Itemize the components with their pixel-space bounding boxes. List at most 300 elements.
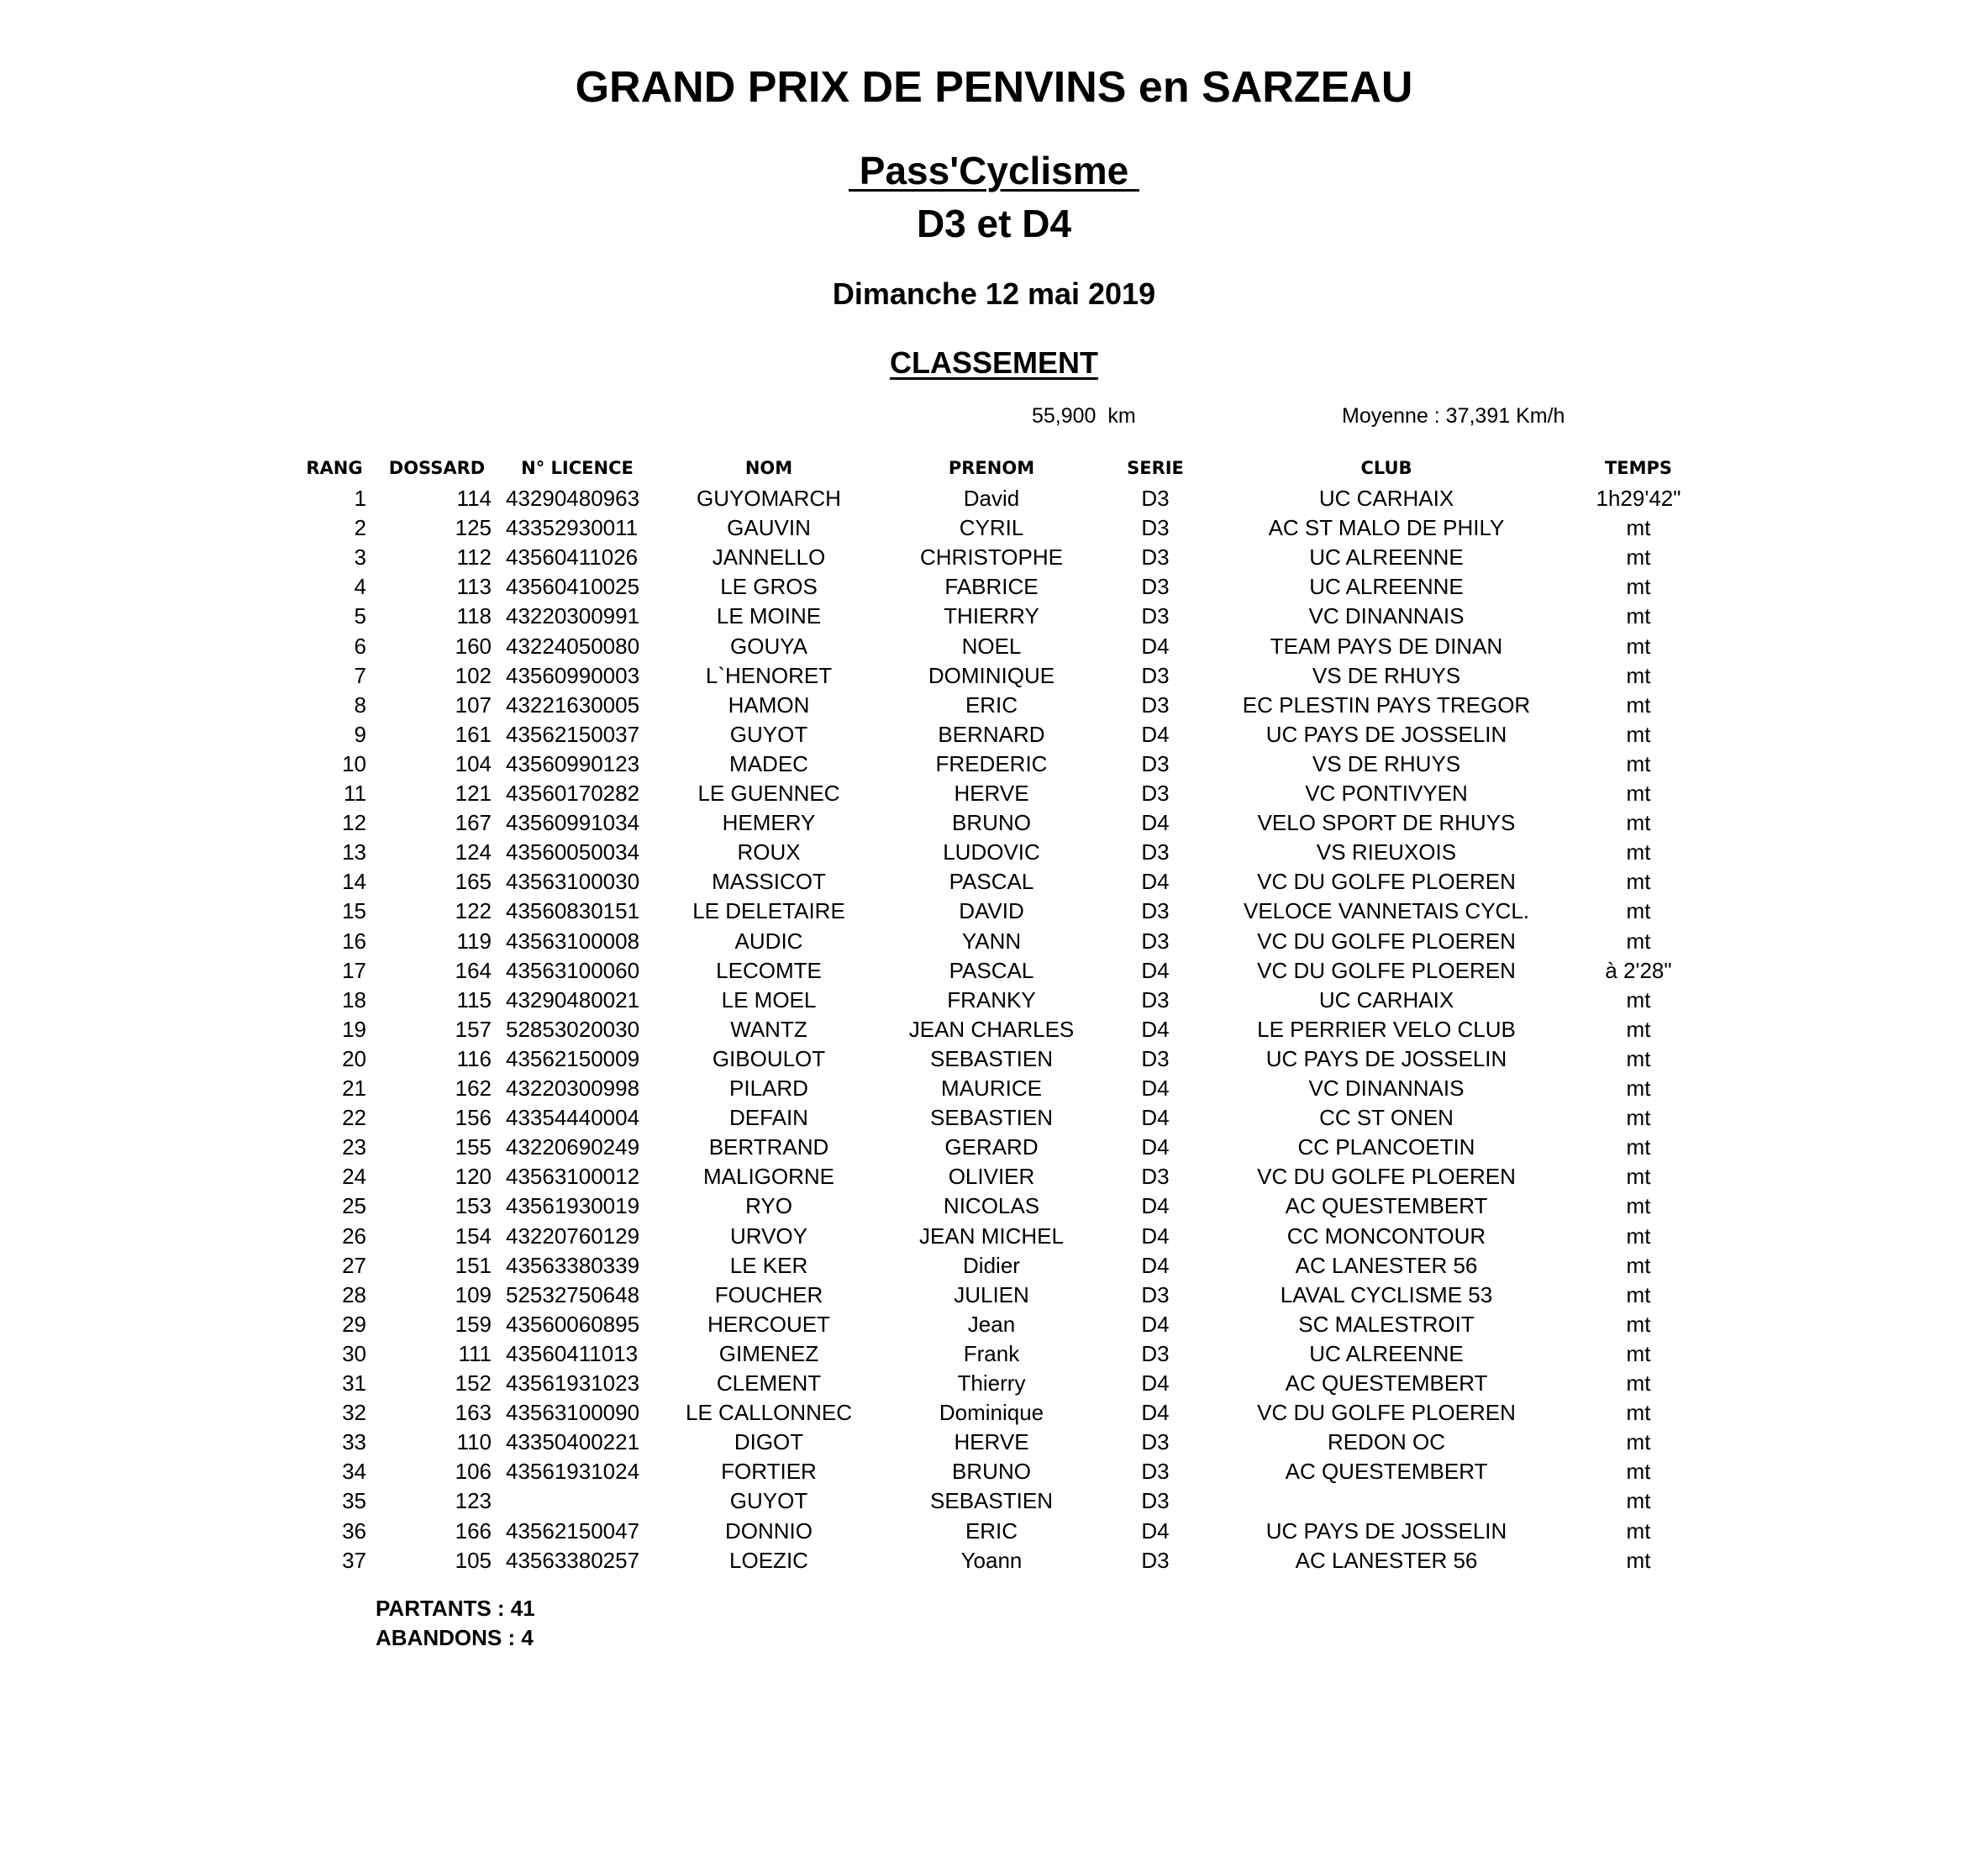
cell-rang: 27 — [342, 1252, 366, 1278]
cell-temps: mt — [1626, 750, 1651, 776]
cell-rang: 23 — [342, 1134, 366, 1160]
cell-prenom: BERNARD — [938, 721, 1045, 747]
cell-serie: D3 — [1141, 781, 1170, 806]
cell-temps: mt — [1626, 1281, 1651, 1307]
cell-licence: 43561931023 — [506, 1370, 640, 1396]
cell-licence: 43220300998 — [506, 1076, 640, 1101]
table-row — [0, 808, 1988, 838]
cell-rang: 29 — [342, 1311, 366, 1337]
cell-dossard: 107 — [455, 692, 492, 718]
cell-licence: 43560411026 — [506, 544, 639, 571]
cell-licence: 43350400221 — [506, 1429, 640, 1455]
table-row — [0, 1191, 1988, 1221]
table-row — [0, 1103, 1988, 1133]
cell-temps: mt — [1626, 1400, 1651, 1426]
cell-dossard: 163 — [455, 1400, 492, 1426]
cell-temps: mt — [1626, 1193, 1651, 1219]
cell-prenom: Thierry — [957, 1370, 1026, 1396]
cell-rang: 9 — [354, 721, 366, 747]
cell-temps: mt — [1626, 1517, 1651, 1544]
cell-rang: 20 — [342, 1045, 366, 1071]
cell-nom: GUYOMARCH — [697, 486, 841, 511]
cell-prenom: FREDERIC — [935, 750, 1048, 776]
cell-dossard: 160 — [455, 633, 492, 659]
cell-serie: D3 — [1141, 515, 1170, 541]
cell-licence: 43560411013 — [506, 1340, 639, 1366]
cell-serie: D4 — [1141, 1311, 1170, 1337]
cell-rang: 13 — [342, 839, 366, 865]
cell-serie: D3 — [1141, 1340, 1170, 1366]
cell-temps: mt — [1626, 1164, 1651, 1190]
cell-nom: LOEZIC — [729, 1547, 808, 1573]
table-row — [0, 691, 1988, 720]
cell-dossard: 153 — [455, 1193, 492, 1219]
cell-club: UC ALREENNE — [1309, 1340, 1464, 1366]
cell-dossard: 102 — [455, 662, 492, 688]
cell-licence: 43563380257 — [506, 1547, 640, 1573]
table-row — [0, 1074, 1988, 1103]
cell-nom: FORTIER — [721, 1459, 817, 1485]
cell-club: LAVAL CYCLISME 53 — [1280, 1281, 1493, 1307]
cell-licence: 43560991034 — [506, 810, 640, 836]
table-row — [0, 1251, 1988, 1281]
cell-club: UC CARHAIX — [1318, 986, 1454, 1013]
cell-temps: mt — [1626, 928, 1651, 954]
cell-licence: 43563100090 — [506, 1400, 640, 1426]
cell-licence: 43562150047 — [506, 1517, 640, 1544]
cell-nom: LE MOEL — [721, 986, 817, 1013]
table-row — [0, 1369, 1988, 1398]
cell-nom: RYO — [745, 1193, 792, 1219]
cell-nom: GIMENEZ — [718, 1340, 819, 1366]
cell-licence: 43562150009 — [506, 1045, 640, 1071]
cell-licence: 43560410025 — [506, 574, 640, 600]
cell-club: UC ALREENNE — [1309, 574, 1464, 600]
cell-prenom: BRUNO — [952, 810, 1031, 836]
cell-prenom: CYRIL — [959, 515, 1024, 541]
cell-club: VS DE RHUYS — [1312, 662, 1461, 688]
cell-nom: LE GUENNEC — [697, 781, 840, 806]
cell-licence: 43563100030 — [506, 869, 640, 895]
table-row — [0, 513, 1988, 543]
cell-prenom: Dominique — [939, 1400, 1044, 1426]
cell-serie: D3 — [1141, 839, 1170, 865]
cell-club: VC DU GOLFE PLOEREN — [1257, 869, 1516, 895]
cell-prenom: YANN — [961, 928, 1022, 954]
table-row — [0, 1310, 1988, 1339]
cell-licence: 43560830151 — [506, 898, 640, 924]
cell-prenom: DAVID — [959, 898, 1024, 924]
cell-dossard: 116 — [456, 1045, 492, 1071]
cell-temps: mt — [1626, 574, 1651, 600]
table-row — [0, 543, 1988, 572]
column-header-club: CLUB — [1360, 458, 1412, 478]
table-row — [0, 1133, 1988, 1162]
cell-prenom: NOEL — [961, 633, 1022, 659]
cell-dossard: 166 — [455, 1517, 492, 1544]
cell-nom: HEMERY — [722, 810, 816, 836]
cell-club: VELOCE VANNETAIS CYCL. — [1243, 898, 1530, 924]
cell-temps: mt — [1626, 544, 1651, 571]
cell-nom: LECOMTE — [716, 957, 822, 983]
abandons-count: ABANDONS : 4 — [376, 1625, 534, 1650]
cell-prenom: SEBASTIEN — [930, 1045, 1053, 1071]
table-row — [0, 779, 1988, 808]
cell-licence: 43560170282 — [506, 781, 640, 806]
cell-club: VC DU GOLFE PLOEREN — [1257, 1164, 1516, 1190]
cell-licence: 43563380339 — [506, 1252, 640, 1278]
cell-serie: D3 — [1141, 1164, 1170, 1190]
cell-serie: D3 — [1141, 574, 1170, 600]
cell-club: REDON OC — [1327, 1429, 1446, 1455]
cell-nom: HERCOUET — [707, 1311, 830, 1337]
cell-club: VC DU GOLFE PLOEREN — [1257, 1400, 1516, 1426]
cell-serie: D4 — [1141, 1252, 1170, 1278]
table-row — [0, 986, 1988, 1015]
cell-temps: mt — [1626, 721, 1651, 747]
cell-dossard: 155 — [455, 1134, 492, 1160]
cell-club: EC PLESTIN PAYS TREGOR — [1242, 692, 1531, 718]
cell-prenom: FRANKY — [947, 986, 1036, 1013]
cell-nom: GAUVIN — [727, 515, 811, 541]
cell-club: VS DE RHUYS — [1312, 750, 1461, 776]
cell-club: VC DINANNAIS — [1308, 603, 1465, 629]
cell-rang: 31 — [342, 1370, 366, 1396]
cell-temps: mt — [1626, 1311, 1651, 1337]
cell-nom: LE MOINE — [716, 603, 822, 629]
cell-rang: 3 — [354, 544, 366, 571]
cell-prenom: PASCAL — [949, 957, 1034, 983]
subtitle-text: Pass'Cyclisme — [849, 149, 1139, 192]
cell-dossard: 115 — [456, 986, 492, 1013]
cell-dossard: 120 — [455, 1164, 492, 1190]
cell-rang: 21 — [342, 1076, 366, 1101]
cell-prenom: JEAN CHARLES — [908, 1016, 1075, 1042]
cell-club: SC MALESTROIT — [1298, 1311, 1475, 1337]
cell-club: VC DU GOLFE PLOEREN — [1257, 957, 1516, 983]
cell-rang: 34 — [342, 1459, 366, 1485]
cell-licence: 52532750648 — [506, 1281, 640, 1307]
cell-dossard: 113 — [456, 574, 492, 600]
cell-prenom: Jean — [967, 1311, 1016, 1337]
table-row — [0, 1339, 1988, 1369]
cell-nom: LE GROS — [720, 574, 818, 600]
cell-licence: 43560990003 — [506, 662, 640, 688]
cell-nom: JANNELLO — [712, 544, 826, 571]
cell-club: LE PERRIER VELO CLUB — [1257, 1016, 1516, 1042]
cell-dossard: 161 — [455, 721, 492, 747]
cell-temps: mt — [1626, 898, 1651, 924]
cell-serie: D3 — [1141, 750, 1170, 776]
cell-nom: DIGOT — [734, 1429, 804, 1455]
table-row — [0, 867, 1988, 897]
cell-licence: 43561931024 — [506, 1459, 640, 1485]
cell-dossard: 152 — [455, 1370, 492, 1396]
cell-dossard: 164 — [455, 957, 492, 983]
cell-dossard: 162 — [455, 1076, 492, 1101]
cell-rang: 7 — [354, 662, 366, 688]
cell-dossard: 156 — [455, 1105, 492, 1131]
cell-licence: 43290480021 — [506, 986, 640, 1013]
cell-serie: D4 — [1141, 1105, 1170, 1131]
column-header-temps: TEMPS — [1604, 458, 1673, 478]
cell-dossard: 112 — [456, 544, 492, 571]
cell-prenom: Didier — [963, 1252, 1020, 1278]
cell-dossard: 106 — [455, 1459, 492, 1485]
table-row — [0, 1044, 1988, 1074]
cell-club: AC QUESTEMBERT — [1285, 1193, 1488, 1219]
cell-club: CC PLANCOETIN — [1297, 1134, 1475, 1160]
table-row — [0, 897, 1988, 926]
cell-nom: GIBOULOT — [712, 1045, 826, 1071]
cell-rang: 16 — [342, 928, 366, 954]
cell-serie: D4 — [1141, 1370, 1170, 1396]
race-distance: 55,900 km — [1032, 404, 1136, 428]
cell-dossard: 125 — [455, 515, 492, 541]
cell-licence: 43224050080 — [506, 633, 640, 659]
table-row — [0, 1162, 1988, 1191]
cell-prenom: THIERRY — [944, 603, 1039, 629]
cell-club: CC ST ONEN — [1319, 1105, 1454, 1131]
cell-dossard: 159 — [455, 1311, 492, 1337]
table-row — [0, 484, 1988, 513]
cell-serie: D4 — [1141, 1076, 1170, 1101]
cell-serie: D3 — [1141, 692, 1170, 718]
cell-rang: 10 — [342, 750, 366, 776]
cell-prenom: HERVE — [954, 781, 1029, 806]
cell-prenom: SEBASTIEN — [930, 1105, 1053, 1131]
cell-nom: GUYOT — [729, 1488, 808, 1514]
cell-rang: 32 — [342, 1400, 366, 1426]
cell-temps: mt — [1626, 810, 1651, 836]
cell-rang: 6 — [354, 633, 366, 659]
cell-serie: D3 — [1141, 486, 1170, 511]
cell-serie: D3 — [1141, 544, 1170, 571]
column-header-licence: N° LICENCE — [521, 458, 634, 478]
cell-rang: 2 — [354, 515, 366, 541]
cell-prenom: PASCAL — [949, 869, 1034, 895]
cell-licence: 43563100012 — [506, 1164, 640, 1190]
cell-rang: 5 — [354, 603, 366, 629]
cell-rang: 24 — [342, 1164, 366, 1190]
cell-rang: 18 — [342, 986, 366, 1013]
cell-serie: D4 — [1141, 1193, 1170, 1219]
cell-rang: 36 — [342, 1517, 366, 1544]
cell-rang: 22 — [342, 1105, 366, 1131]
cell-prenom: OLIVIER — [948, 1164, 1035, 1190]
cell-licence: 43290480963 — [506, 486, 640, 511]
cell-nom: GOUYA — [730, 633, 807, 659]
cell-club: UC ALREENNE — [1309, 544, 1464, 571]
cell-club: UC PAYS DE JOSSELIN — [1265, 1517, 1507, 1544]
cell-temps: mt — [1626, 1370, 1651, 1396]
cell-serie: D3 — [1141, 1429, 1170, 1455]
cell-serie: D4 — [1141, 1016, 1170, 1042]
cell-rang: 28 — [342, 1281, 366, 1307]
cell-licence: 52853020030 — [506, 1016, 640, 1042]
cell-rang: 14 — [342, 869, 366, 895]
cell-dossard: 118 — [456, 603, 492, 629]
average-speed: Moyenne : 37,391 Km/h — [1342, 404, 1565, 428]
cell-nom: GUYOT — [729, 721, 808, 747]
table-row — [0, 1398, 1988, 1428]
cell-rang: 25 — [342, 1193, 366, 1219]
table-row — [0, 1281, 1988, 1310]
cell-licence: 43221630005 — [506, 692, 640, 718]
cell-prenom: JEAN MICHEL — [919, 1223, 1064, 1249]
cell-dossard: 165 — [455, 869, 492, 895]
cell-club: AC LANESTER 56 — [1295, 1252, 1478, 1278]
cell-temps: mt — [1626, 1016, 1651, 1042]
cell-club: UC PAYS DE JOSSELIN — [1265, 721, 1507, 747]
cell-temps: mt — [1626, 986, 1651, 1013]
cell-rang: 4 — [354, 574, 366, 600]
cell-serie: D4 — [1141, 810, 1170, 836]
cell-dossard: 124 — [455, 839, 492, 865]
cell-prenom: ERIC — [965, 692, 1018, 718]
table-row — [0, 838, 1988, 867]
cell-licence — [506, 1486, 649, 1516]
cell-serie: D3 — [1141, 1459, 1170, 1485]
cell-licence: 43561930019 — [506, 1193, 640, 1219]
cell-nom: L`HENORET — [705, 662, 833, 688]
cell-dossard: 154 — [455, 1223, 492, 1249]
cell-prenom: ERIC — [965, 1517, 1018, 1544]
cell-serie: D3 — [1141, 1045, 1170, 1071]
cell-rang: 33 — [342, 1429, 366, 1455]
cell-club: AC LANESTER 56 — [1295, 1547, 1478, 1573]
cell-dossard: 104 — [455, 750, 492, 776]
cell-dossard: 151 — [455, 1252, 492, 1278]
table-row — [0, 1428, 1988, 1457]
cell-club: VC DINANNAIS — [1308, 1076, 1465, 1101]
cell-temps: mt — [1626, 1076, 1651, 1101]
column-header-serie: SERIE — [1127, 458, 1184, 478]
cell-club: CC MONCONTOUR — [1286, 1223, 1486, 1249]
cell-dossard: 119 — [456, 928, 492, 954]
table-row — [0, 956, 1988, 986]
cell-prenom: NICOLAS — [943, 1193, 1040, 1219]
cell-club: VC PONTIVYEN — [1305, 781, 1468, 806]
cell-serie: D3 — [1141, 662, 1170, 688]
cell-rang: 17 — [342, 957, 366, 983]
cell-nom: DEFAIN — [729, 1105, 808, 1131]
cell-nom: MASSICOT — [712, 869, 826, 895]
cell-serie: D4 — [1141, 1134, 1170, 1160]
cell-club — [1210, 1486, 1563, 1516]
cell-dossard: 105 — [455, 1547, 492, 1573]
cell-licence: 43220690249 — [506, 1134, 640, 1160]
cell-club: AC QUESTEMBERT — [1285, 1370, 1488, 1396]
table-header — [0, 454, 1988, 483]
cell-prenom: MAURICE — [941, 1076, 1042, 1101]
cell-licence: 43563100008 — [506, 928, 640, 954]
cell-dossard: 123 — [455, 1488, 492, 1514]
table-row — [0, 1486, 1988, 1516]
cell-dossard: 122 — [455, 898, 492, 924]
cell-temps: mt — [1626, 839, 1651, 865]
cell-prenom: CHRISTOPHE — [920, 544, 1063, 571]
cell-licence: 43354440004 — [506, 1105, 640, 1131]
cell-temps: 1h29'42" — [1596, 486, 1681, 511]
cell-nom: URVOY — [730, 1223, 807, 1249]
table-row — [0, 1222, 1988, 1251]
cell-temps: mt — [1626, 1045, 1651, 1071]
cell-rang: 35 — [342, 1488, 366, 1514]
cell-prenom: FABRICE — [944, 574, 1039, 600]
cell-dossard: 157 — [455, 1016, 492, 1042]
cell-nom: AUDIC — [734, 928, 803, 954]
table-row — [0, 750, 1988, 779]
cell-prenom: DOMINIQUE — [928, 662, 1055, 688]
cell-rang: 12 — [342, 810, 366, 836]
cell-serie: D3 — [1141, 1488, 1170, 1514]
cell-dossard: 110 — [456, 1429, 492, 1455]
cell-temps: mt — [1626, 515, 1651, 541]
cell-rang: 30 — [342, 1340, 366, 1366]
cell-serie: D3 — [1141, 603, 1170, 629]
cell-nom: WANTZ — [730, 1016, 807, 1042]
cell-prenom: GERARD — [944, 1134, 1039, 1160]
cell-dossard: 114 — [456, 486, 492, 511]
cell-club: UC PAYS DE JOSSELIN — [1265, 1045, 1507, 1071]
cell-temps: mt — [1626, 1105, 1651, 1131]
starters-count: PARTANTS : 41 — [376, 1596, 535, 1621]
cell-prenom: David — [963, 486, 1020, 511]
page-title: GRAND PRIX DE PENVINS en SARZEAU — [575, 63, 1413, 112]
cell-serie: D3 — [1141, 986, 1170, 1013]
cell-serie: D3 — [1141, 928, 1170, 954]
cell-nom: BERTRAND — [708, 1134, 829, 1160]
section-heading — [0, 345, 1988, 381]
cell-nom: FOUCHER — [714, 1281, 823, 1307]
cell-club: VS RIEUXOIS — [1316, 839, 1457, 865]
cell-club: AC ST MALO DE PHILY — [1268, 515, 1505, 541]
cell-club: TEAM PAYS DE DINAN — [1270, 633, 1503, 659]
cell-licence: 43562150037 — [506, 721, 640, 747]
cell-temps: mt — [1626, 662, 1651, 688]
cell-temps: mt — [1626, 1134, 1651, 1160]
division-label: D3 et D4 — [916, 202, 1072, 245]
cell-temps: mt — [1626, 781, 1651, 806]
cell-nom: LE CALLONNEC — [686, 1400, 852, 1426]
cell-temps: mt — [1626, 1429, 1651, 1455]
cell-serie: D4 — [1141, 633, 1170, 659]
cell-serie: D4 — [1141, 957, 1170, 983]
cell-temps: mt — [1626, 633, 1651, 659]
cell-prenom: Frank — [963, 1340, 1020, 1366]
cell-nom: ROUX — [737, 839, 801, 865]
cell-licence: 43352930011 — [506, 515, 639, 541]
cell-nom: MALIGORNE — [702, 1164, 835, 1190]
cell-temps: mt — [1626, 869, 1651, 895]
table-row — [0, 602, 1988, 631]
cell-club: UC CARHAIX — [1318, 486, 1454, 511]
cell-licence: 43220760129 — [506, 1223, 640, 1249]
cell-nom: HAMON — [728, 692, 810, 718]
cell-nom: LE KER — [729, 1252, 808, 1278]
cell-serie: D4 — [1141, 1223, 1170, 1249]
cell-dossard: 167 — [455, 810, 492, 836]
cell-temps: mt — [1626, 1547, 1651, 1573]
table-row — [0, 720, 1988, 750]
cell-prenom: JULIEN — [954, 1281, 1029, 1307]
cell-rang: 1 — [354, 486, 366, 511]
cell-temps: mt — [1626, 692, 1651, 718]
cell-serie: D4 — [1141, 869, 1170, 895]
cell-prenom: Yoann — [960, 1547, 1023, 1573]
cell-prenom: LUDOVIC — [943, 839, 1040, 865]
